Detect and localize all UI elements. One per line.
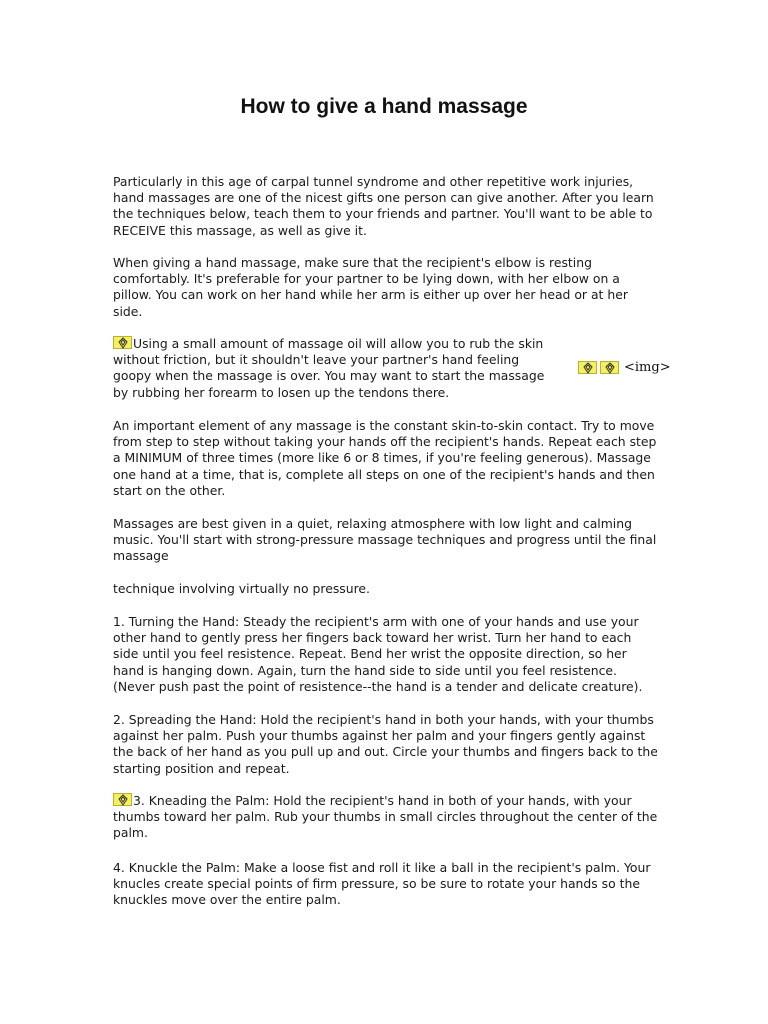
paragraph-oil-text: Using a small amount of massage oil will allow you to rub the skin without friction, but it shouldn't leave your partner's hand feeling goopy when the massage is over. You may want to start the massage by rubbing her forearm to losen up the tendons there.: [113, 336, 545, 400]
broken-image-icon: [600, 361, 619, 374]
step-kneading-palm-text: 3. Kneading the Palm: Hold the recipient's hand in both of your hands, with your thumbs toward her palm. Rub your thumbs in small circles throughout the center of the palm.: [113, 793, 658, 841]
paragraph-elbow: When giving a hand massage, make sure that the recipient's elbow is resting comfortably. It's preferable for your partner to be lying down, with her elbow on a pillow. You can work on her hand while her arm is either up over her head or at her side.: [113, 255, 628, 319]
page-title: How to give a hand massage: [240, 95, 528, 118]
broken-image-icon: [113, 336, 132, 349]
paragraph-contact: An important element of any massage is the constant skin-to-skin contact. Try to move from step to step without taking your hands off the recipient's hands. Repeat each step a MINIMUM of three times (more like 6 or 8 times, if you're feeling generous). Massage one hand at a time, that is, complete all steps on one of the recipient's hands and then start on the other.: [113, 418, 657, 498]
embedded-image-placeholder: [578, 360, 671, 375]
paragraph-intro: Particularly in this age of carpal tunnel syndrome and other repetitive work injuries, hand massages are one of the nicest gifts one person can give another. After you learn the techniques below, teach them to your friends and partner. You'll want to be able to RECEIVE this massage, as well as give it.: [113, 174, 654, 238]
paragraph-atmosphere: Massages are best given in a quiet, relaxing atmosphere with low light and calming music. You'll start with strong-pressure massage techniques and progress until the final massage: [113, 516, 657, 564]
broken-image-icon: [578, 361, 597, 374]
paragraph-no-pressure: technique involving virtually no pressure.: [113, 581, 370, 596]
image-alt-text: <img>: [624, 360, 671, 375]
step-turning-hand: 1. Turning the Hand: Steady the recipient's arm with one of your hands and use your other hand to gently press her fingers back toward her wrist. Turn her hand to each side until you feel resistence. Repeat. Bend her wrist the opposite direction, so her hand is hanging down. Again, turn the hand side to side until you feel resistence. (Never push past the point of resistence--the hand is a tender and delicate creature).: [113, 614, 643, 694]
broken-image-icon: [113, 793, 132, 806]
step-spreading-hand: 2. Spreading the Hand: Hold the recipient's hand in both your hands, with your thumbs against her palm. Push your thumbs against her palm and your fingers gently against the back of her hand as you pull up and out. Circle your thumbs and fingers back to the starting position and repeat.: [113, 712, 658, 776]
step-kneading-palm: [113, 793, 658, 842]
step-knuckle-palm: 4. Knuckle the Palm: Make a loose fist and roll it like a ball in the recipient's palm. Your knucles create special points of firm pressure, so be sure to rotate your hands so the knuckles move over the entire palm.: [113, 860, 651, 908]
